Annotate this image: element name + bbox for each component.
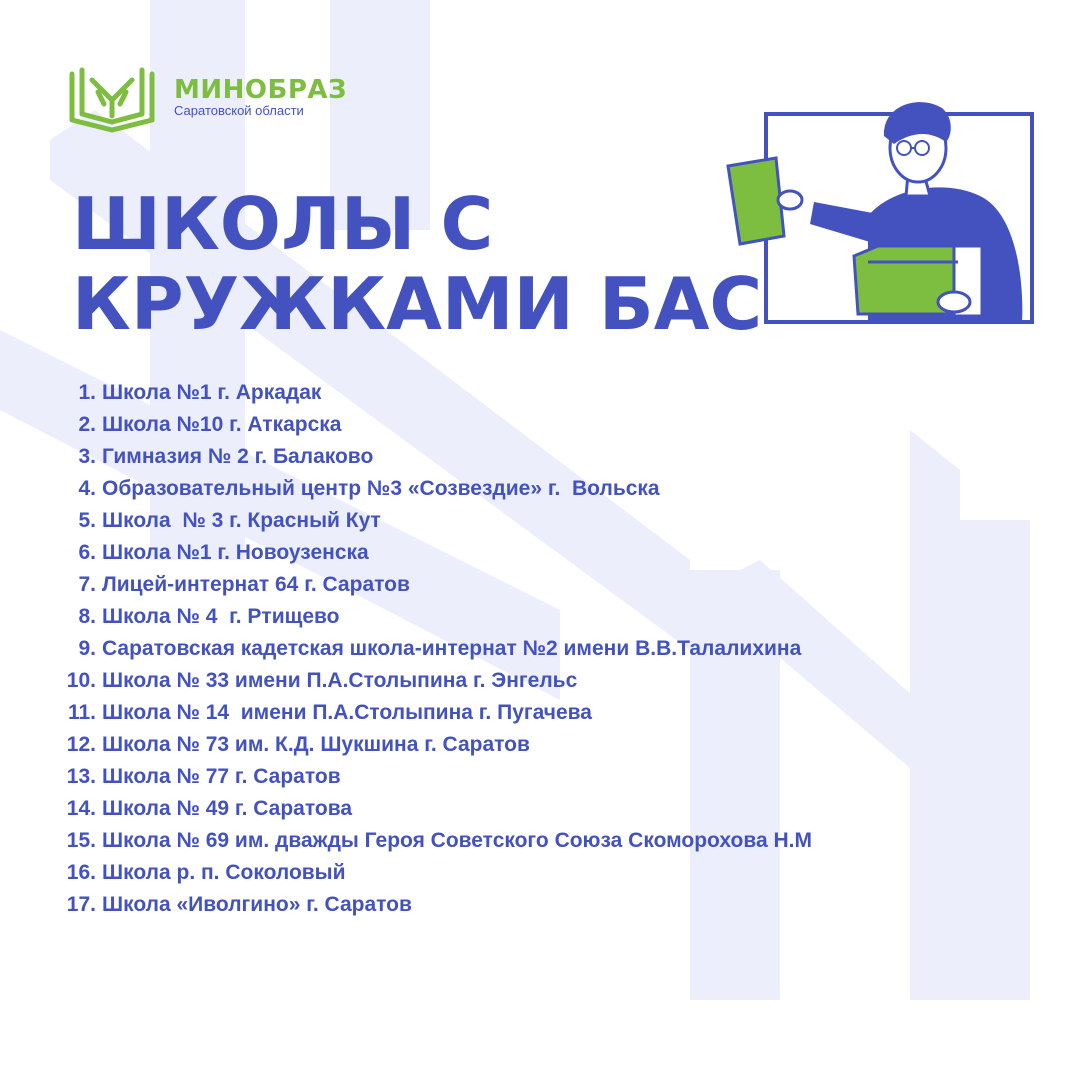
- list-item: [52, 729, 812, 761]
- item-number: 7.: [78, 573, 96, 596]
- school-list: [52, 377, 812, 921]
- item-text: Школа «Иволгино» г. Саратов: [102, 893, 412, 916]
- item-number: 9.: [78, 637, 96, 660]
- item-number: 16.: [66, 861, 96, 884]
- item-number: 17.: [66, 893, 96, 916]
- logo-name: МИНОБРАЗ: [174, 75, 347, 105]
- item-text: Школа № 14 имени П.А.Столыпина г. Пугачева: [102, 701, 592, 724]
- teacher-illustration: [718, 96, 1040, 328]
- list-item: [52, 569, 812, 601]
- logo-subtitle: Саратовской области: [174, 103, 304, 118]
- item-text: Школа № 49 г. Саратова: [102, 797, 353, 820]
- item-text: Школа №10 г. Аткарска: [102, 413, 342, 436]
- list-item: [52, 793, 812, 825]
- item-number: 12.: [66, 733, 96, 756]
- list-item: [52, 505, 812, 537]
- item-number: 10.: [66, 669, 96, 692]
- item-number: 6.: [78, 541, 96, 564]
- item-text: Школа № 4 г. Ртищево: [102, 605, 340, 628]
- list-item: [52, 377, 812, 409]
- list-item: [52, 473, 812, 505]
- item-number: 13.: [66, 765, 96, 788]
- list-item: [52, 857, 812, 889]
- item-number: 14.: [66, 797, 96, 820]
- title-line-2: КРУЖКАМИ БАС: [72, 262, 763, 346]
- minobraz-logo-icon: [68, 64, 156, 134]
- list-item: [52, 409, 812, 441]
- list-item: [52, 825, 812, 857]
- title-line-1: ШКОЛЫ С: [72, 182, 494, 266]
- item-number: 2.: [78, 413, 96, 436]
- item-text: Школа № 77 г. Саратов: [102, 765, 341, 788]
- logo-text: [174, 76, 347, 118]
- item-text: Школа № 33 имени П.А.Столыпина г. Энгельс: [102, 669, 578, 692]
- list-item: [52, 537, 812, 569]
- list-item: [52, 697, 812, 729]
- list-item: [52, 601, 812, 633]
- item-text: Школа р. п. Соколовый: [102, 861, 346, 884]
- item-text: Гимназия № 2 г. Балаково: [102, 445, 374, 468]
- item-number: 3.: [78, 445, 96, 468]
- item-number: 5.: [78, 509, 96, 532]
- page-title: [72, 184, 762, 344]
- item-text: Школа № 3 г. Красный Кут: [102, 509, 381, 532]
- list-item: [52, 633, 812, 665]
- item-text: Лицей-интернат 64 г. Саратов: [102, 573, 410, 596]
- item-text: Саратовская кадетская школа-интернат №2 имени В.В.Талалихина: [102, 637, 802, 660]
- list-item: [52, 665, 812, 697]
- item-number: 1.: [78, 381, 96, 404]
- item-number: 8.: [78, 605, 96, 628]
- item-number: 4.: [78, 477, 96, 500]
- item-number: 11.: [67, 701, 96, 724]
- item-text: Образовательный центр №3 «Созвездие» г. Вольска: [102, 477, 660, 500]
- item-text: Школа № 69 им. дважды Героя Советского Союза Скоморохова Н.М: [102, 829, 812, 852]
- list-item: [52, 761, 812, 793]
- list-item: [52, 441, 812, 473]
- list-item: [52, 889, 812, 921]
- item-text: Школа №1 г. Новоузенска: [102, 541, 369, 564]
- item-text: Школа № 73 им. К.Д. Шукшина г. Саратов: [102, 733, 530, 756]
- item-number: 15.: [66, 829, 96, 852]
- item-text: Школа №1 г. Аркадак: [102, 381, 322, 404]
